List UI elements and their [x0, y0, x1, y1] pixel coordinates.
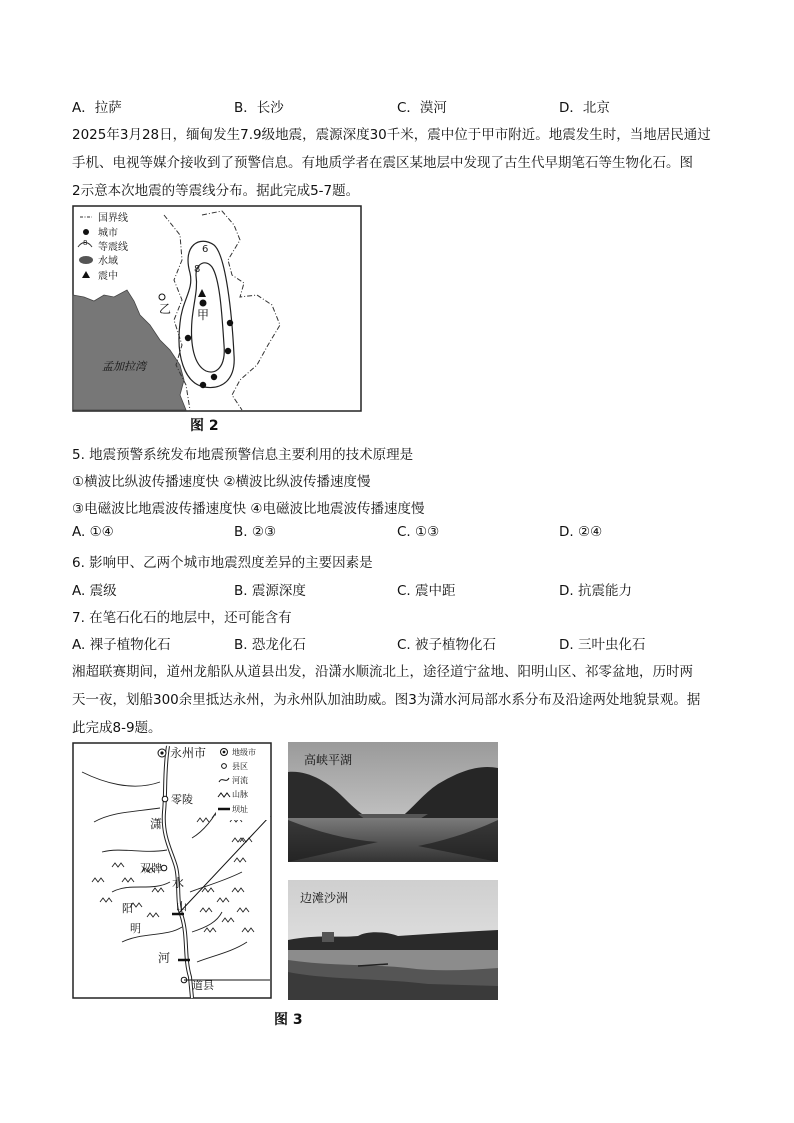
figure-3-caption: 图 3 [274, 1012, 303, 1028]
mountain-char-3: 山 [176, 900, 187, 913]
figure-2-caption: 图 2 [190, 418, 219, 434]
yongzhou-label: 永州市 [170, 746, 207, 760]
river-char-3: 河 [158, 951, 171, 965]
q5-option-d: D. ②④ [559, 524, 603, 540]
city-dot [200, 382, 206, 388]
photo1-label: 高峡平湖 [304, 753, 353, 767]
q7-option-d: D. 三叶虫化石 [559, 637, 646, 653]
city-dot [211, 374, 217, 380]
q7-option-c: C. 被子植物化石 [397, 637, 497, 653]
city-yi-dot [159, 294, 165, 300]
river-char-1: 潇 [150, 817, 163, 831]
svg-text:震中: 震中 [98, 271, 118, 282]
q5-option-b: B. ②③ [234, 524, 277, 540]
q4-options [72, 96, 732, 116]
intro1-line-2: 手机、电视等媒介接收到了预警信息。有地质学者在震区某地层中发现了古生代早期笔石等生物化石。图 [72, 155, 693, 171]
fig3-legend [216, 744, 270, 820]
intro1-line-3: 2示意本次地震的等震线分布。据此完成5-7题。 [72, 183, 360, 199]
svg-text:8: 8 [83, 239, 88, 247]
daoxian-label: 道县 [192, 979, 214, 992]
q7-option-a: A. 裸子植物化石 [72, 637, 171, 653]
q4-option-b: B．长沙 [234, 100, 284, 116]
photo-sandbar [288, 880, 498, 1000]
svg-text:坝址: 坝址 [232, 805, 248, 814]
mountain-char-2: 明 [130, 922, 141, 935]
svg-text:城市: 城市 [98, 228, 118, 239]
q7-option-b: B. 恐龙化石 [234, 637, 306, 653]
photo-gorge-lake [288, 742, 498, 862]
figure-3-map [72, 742, 272, 1000]
photo2-label: 边滩沙洲 [300, 891, 349, 905]
river-char-2: 水 [172, 876, 185, 890]
intro1-line-1: 2025年3月28日，缅甸发生7.9级地震，震源深度30千米，震中位于甲市附近。地震发生时，当地居民通过 [72, 127, 711, 143]
city-dot [185, 335, 191, 341]
q4-option-c: C．漠河 [397, 100, 447, 116]
q5-options [72, 524, 732, 544]
q6-option-b: B. 震源深度 [234, 583, 306, 599]
q5-option-c: C. ①③ [397, 524, 440, 540]
figure-2-map [72, 205, 362, 413]
intro2-line-1: 湘超联赛期间，道州龙船队从道县出发，沿潇水顺流北上，途径道宁盆地、阳明山区、祁零盆地，历时两 [72, 664, 693, 680]
q5-option-a: A. ①④ [72, 524, 114, 540]
q7-stem: 7. 在笔石化石的地层中，还可能含有 [72, 610, 292, 626]
q6-stem: 6. 影响甲、乙两个城市地震烈度差异的主要因素是 [72, 555, 373, 571]
q6-option-d: D. 抗震能力 [559, 583, 632, 599]
q7-options [72, 633, 732, 653]
bay-label: 孟加拉湾 [102, 360, 146, 373]
city-dot [225, 348, 231, 354]
city-jia-label: 甲 [197, 308, 210, 322]
city-yi-label: 乙 [159, 302, 172, 316]
q5-items-1: ①横波比纵波传播速度快 ②横波比纵波传播速度慢 [72, 474, 371, 490]
lingling-icon [162, 796, 168, 802]
city-jia-dot [200, 300, 207, 307]
svg-text:水域: 水域 [98, 256, 118, 267]
svg-text:县区: 县区 [232, 762, 248, 771]
city-dot [227, 320, 233, 326]
svg-text:河流: 河流 [232, 776, 248, 785]
svg-text:山脉: 山脉 [232, 790, 248, 799]
q5-items-2: ③电磁波比地震波传播速度快 ④电磁波比地震波传播速度慢 [72, 501, 425, 517]
intro2-line-3: 此完成8-9题。 [72, 720, 162, 736]
q4-option-d: D．北京 [559, 100, 610, 116]
svg-text:等震线: 等震线 [98, 242, 128, 253]
lingling-label: 零陵 [171, 793, 193, 806]
svg-text:国界线: 国界线 [98, 213, 128, 224]
q5-stem: 5. 地震预警系统发布地震预警信息主要利用的技术原理是 [72, 447, 414, 463]
shuangpai-icon [161, 865, 167, 871]
contour-label-8: 8 [194, 264, 201, 275]
contour-label-6: 6 [202, 244, 209, 255]
q6-options [72, 579, 732, 599]
q6-option-a: A. 震级 [72, 583, 117, 599]
mountain-char-1: 阳 [122, 902, 133, 915]
q4-option-a: A．拉萨 [72, 100, 122, 116]
q6-option-c: C. 震中距 [397, 583, 456, 599]
svg-text:地级市: 地级市 [232, 748, 256, 757]
intro2-line-2: 天一夜，划船300余里抵达永州，为永州队加油助威。图3为潇水河局部水系分布及沿途两处地貌景观。据 [72, 692, 701, 708]
shuangpai-label: 双牌 [140, 862, 162, 875]
